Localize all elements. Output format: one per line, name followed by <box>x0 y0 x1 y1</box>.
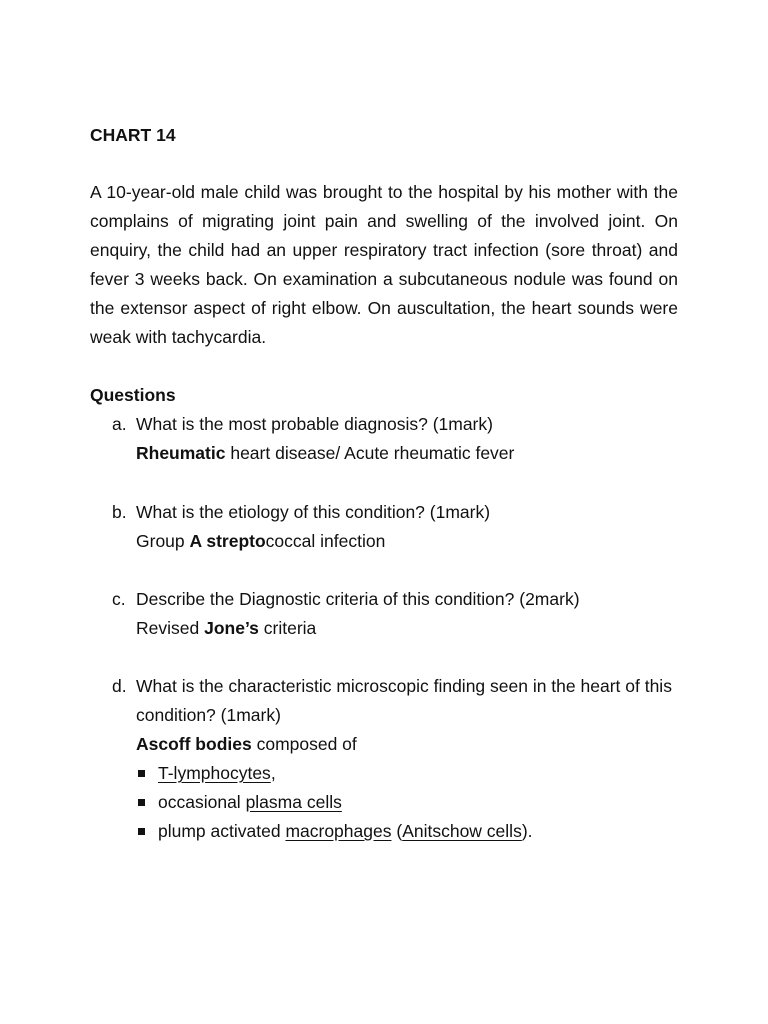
answer-text: criteria <box>258 618 317 638</box>
question-text: What is the etiology of this condition? (1mark) <box>136 502 491 522</box>
list-item <box>112 788 682 817</box>
answer <box>112 439 682 468</box>
question-letter: a. <box>112 414 127 434</box>
answer-text: coccal infection <box>265 531 386 551</box>
underlined-term: T-lymphocytes <box>158 763 271 783</box>
question-text: What is the characteristic microscopic finding seen in the heart of this condition? (1mark) <box>136 676 672 725</box>
bullet-square-icon <box>138 770 145 777</box>
answer-keyword: Jone’s <box>204 618 259 638</box>
answer-keyword: A strepto <box>189 531 266 551</box>
underlined-term: macrophages <box>285 821 392 841</box>
bullet-prefix: occasional <box>158 792 246 812</box>
chart-title: CHART 14 <box>90 125 176 145</box>
question-c <box>112 585 682 643</box>
answer-keyword: Rheumatic <box>136 443 226 463</box>
question-letter: c. <box>112 589 126 609</box>
bullet-mid: ( <box>391 821 403 841</box>
answer <box>112 614 682 643</box>
answer-text: heart disease/ Acute rheumatic fever <box>225 443 515 463</box>
question-letter: d. <box>112 676 127 696</box>
question-d <box>112 672 682 846</box>
underlined-term: Anitschow cells <box>402 821 522 841</box>
question-b <box>112 498 682 556</box>
answer-text: composed of <box>251 734 357 754</box>
answer-prefix: Group <box>136 531 190 551</box>
question-text: Describe the Diagnostic criteria of this condition? (2mark) <box>136 589 580 609</box>
case-description: A 10-year-old male child was brought to the hospital by his mother with the complains of migrating joint pain and swelling of the involved joint. On enquiry, the child had an upper respiratory tract infection (sore throat) and fever 3 weeks back. On examination a subcutaneous nodule was found on the extensor aspect of right elbow. On auscultation, the heart sounds were weak with tachycardia. <box>90 182 678 347</box>
answer <box>112 527 682 556</box>
question-text: What is the most probable diagnosis? (1mark) <box>136 414 493 434</box>
questions-heading: Questions <box>90 385 176 405</box>
list-item <box>112 817 682 846</box>
bullet-suffix: , <box>270 763 276 783</box>
bullet-square-icon <box>138 828 145 835</box>
question-a <box>112 410 682 468</box>
answer-prefix: Revised <box>136 618 205 638</box>
answer-keyword: Ascoff bodies <box>136 734 252 754</box>
bullet-square-icon <box>138 799 145 806</box>
question-letter: b. <box>112 502 127 522</box>
list-item <box>112 759 682 788</box>
underlined-term: plasma cells <box>245 792 342 812</box>
answer <box>112 730 682 759</box>
bullet-suffix: ). <box>521 821 533 841</box>
bullet-prefix: plump activated <box>158 821 286 841</box>
bullet-list <box>112 759 682 846</box>
